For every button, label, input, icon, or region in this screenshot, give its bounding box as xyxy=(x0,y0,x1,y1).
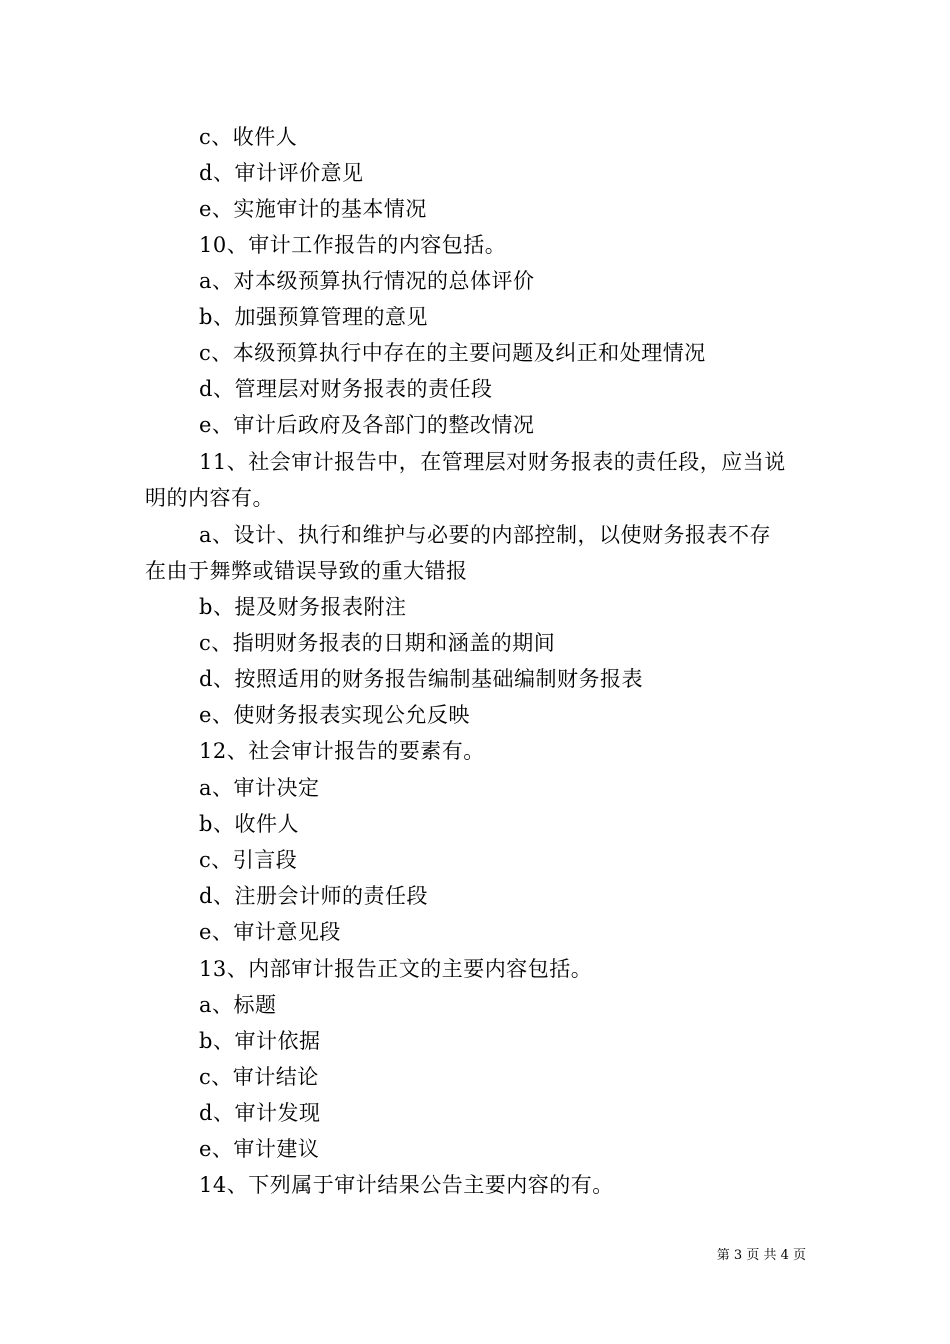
text-line: e、使财务报表实现公允反映 xyxy=(199,703,470,727)
text-line: c、收件人 xyxy=(199,125,298,149)
text-line: e、审计后政府及各部门的整改情况 xyxy=(199,413,535,437)
text-line: a、审计决定 xyxy=(199,776,320,800)
text-line: 12、社会审计报告的要素有。 xyxy=(199,739,485,763)
text-line: b、审计依据 xyxy=(199,1029,321,1053)
text-line: c、引言段 xyxy=(199,848,298,872)
text-line: d、审计评价意见 xyxy=(199,161,364,185)
text-line: c、指明财务报表的日期和涵盖的期间 xyxy=(199,631,556,655)
text-line: b、加强预算管理的意见 xyxy=(199,305,428,329)
text-line: a、设计、执行和维护与必要的内部控制，以使财务报表不存 xyxy=(199,523,772,547)
text-line: e、审计意见段 xyxy=(199,920,341,944)
text-line: a、对本级预算执行情况的总体评价 xyxy=(199,269,535,293)
text-line: 在由于舞弊或错误导致的重大错报 xyxy=(145,559,468,583)
text-line: a、标题 xyxy=(199,993,277,1017)
text-line: d、审计发现 xyxy=(199,1101,321,1125)
text-line: b、收件人 xyxy=(199,812,299,836)
text-line: 14、下列属于审计结果公告主要内容的有。 xyxy=(199,1173,614,1197)
text-line: 明的内容有。 xyxy=(145,486,274,510)
text-line: c、本级预算执行中存在的主要问题及纠正和处理情况 xyxy=(199,341,706,365)
text-line: d、按照适用的财务报告编制基础编制财务报表 xyxy=(199,667,643,691)
text-line: d、管理层对财务报表的责任段 xyxy=(199,377,493,401)
text-line: 11、社会审计报告中，在管理层对财务报表的责任段，应当说 xyxy=(199,450,786,474)
text-line: b、提及财务报表附注 xyxy=(199,595,407,619)
text-line: 13、内部审计报告正文的主要内容包括。 xyxy=(199,957,593,981)
text-line: e、审计建议 xyxy=(199,1137,320,1161)
text-line: e、实施审计的基本情况 xyxy=(199,197,427,221)
page-footer: 第 3 页 共 4 页 xyxy=(716,1248,806,1263)
text-line: d、注册会计师的责任段 xyxy=(199,884,428,908)
text-line: c、审计结论 xyxy=(199,1065,319,1089)
text-line: 10、审计工作报告的内容包括。 xyxy=(199,233,507,257)
